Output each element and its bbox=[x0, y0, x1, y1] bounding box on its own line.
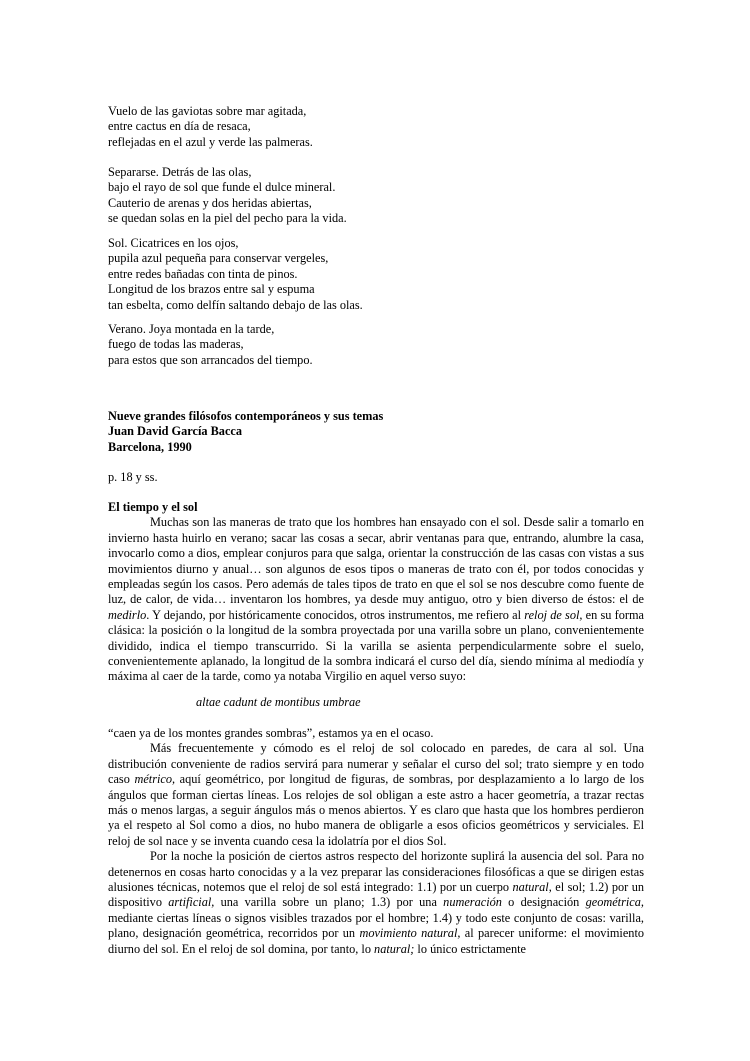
paragraph-3 bbox=[108, 849, 644, 957]
poem-line: Cauterio de arenas y dos heridas abiertas, bbox=[108, 195, 312, 210]
quote-translation: “caen ya de los montes grandes sombras”, estamos ya en el ocaso. bbox=[108, 726, 434, 740]
text-run: una varilla sobre un plano; 1.3) por una bbox=[214, 895, 444, 910]
poem-line: para estos que son arrancados del tiempo. bbox=[108, 352, 313, 367]
page-reference-text: p. 18 y ss. bbox=[108, 470, 158, 484]
section-top bbox=[108, 500, 644, 685]
page-reference bbox=[108, 470, 644, 485]
text-run: aquí geométrico, por longitud de figuras, de sombras, por desplazamiento a lo largo de los ángulos que forman ciertas líneas. Los relojes de sol obligan a este astro a hacer geometría, a trazar rectas más o menos largas, a seguir ángulos más o menos abiertos. Y es claro que hasta que los hombres perdieron ya el respeto al Sol como a dios, no hubo manera de obligarle a esos oficios geométricos y serviciales. El reloj de sol nace y se inventa cuando cesa la idolatría por el dios Sol. bbox=[108, 772, 644, 848]
poem-stanza-2 bbox=[108, 165, 644, 227]
text-run: Más frecuentemente y cómodo es el reloj de sol colocado en paredes, de cara al sol. Una distribución conveniente de radios servirá para numerar y señalar el curso del sol; trato siempre y en todo caso bbox=[108, 741, 644, 787]
italic-run: movimiento natural, bbox=[359, 926, 461, 941]
book-place-year: Barcelona, 1990 bbox=[108, 439, 192, 454]
poem-line: entre cactus en día de resaca, bbox=[108, 119, 251, 134]
book-title: Nueve grandes filósofos contemporáneos y sus temas bbox=[108, 409, 384, 423]
poem-stanza-4 bbox=[108, 322, 644, 368]
italic-run: medirlo bbox=[108, 607, 147, 622]
text-run: Por la noche la posición de ciertos astros respecto del horizonte suplirá la ausencia del sol. Para no detenernos en cosas harto conocidas y a la vez preparar las consideraciones filosóficas a que se dirigen estas alusiones técnicas, notemos que el reloj de sol está integrado: 1.1) por un cuerpo bbox=[108, 849, 644, 895]
poem-line: reflejadas en el azul y verde las palmeras. bbox=[108, 134, 313, 149]
text-run: en su forma clásica: la posición o la longitud de la sombra proyectada por una varilla sobre un plano, convenientemente dividido, indica el tiempo transcurrido. Si la varilla se asienta perpendicularmente sobre el suelo, convenientemente aplanado, la longitud de la sombra indicará el curso del día, siendo mínima al mediodía y máxima al caer de la tarde, como ya notaba Virgilio en aquel verso suyo: bbox=[108, 607, 645, 684]
italic-run: natural; bbox=[374, 941, 415, 956]
paragraph-1 bbox=[108, 515, 644, 684]
poem-line: pupila azul pequeña para conservar vergeles, bbox=[108, 251, 329, 266]
poem-line: Separarse. Detrás de las olas, bbox=[108, 165, 252, 179]
italic-run: artificial, bbox=[168, 895, 215, 910]
poem-line: se quedan solas en la piel del pecho para la vida. bbox=[108, 211, 347, 226]
latin-quote: altae cadunt de montibus umbrae bbox=[196, 695, 361, 709]
text-run: o designación bbox=[501, 895, 586, 910]
text-run: lo único estrictamente bbox=[414, 941, 527, 956]
source-citation bbox=[108, 409, 644, 455]
poem-line: fuego de todas las maderas, bbox=[108, 337, 244, 352]
poem-line: Verano. Joya montada en la tarde, bbox=[108, 322, 275, 336]
italic-run: geométrica, bbox=[585, 895, 644, 910]
italic-run: numeración bbox=[443, 895, 502, 910]
text-run: Muchas son las maneras de trato que los hombres han ensayado con el sol. Desde salir a tomarlo en invierno hasta huirlo en verano; sacar las cosas a secar, abrir ventanas para que, entrando, alumbre la casa, invocarlo como a dios, emplear conjuros para que salga, orientar la construcción de las casas con vistas a sus movimientos diurno y anual… son algunos de esos tipos o maneras de trato con él, por todos conocidas y empleadas según los casos. Pero además de tales tipos de trato en que el sol se nos descubre como fuente de luz, de calor, de vida… inventaron los hombres, ya desde muy antiguo, otro y bien diverso de éstos: el de bbox=[108, 515, 644, 607]
poem-stanza-3 bbox=[108, 236, 644, 313]
poem-line: bajo el rayo de sol que funde el dulce mineral. bbox=[108, 180, 336, 195]
italic-run: natural bbox=[512, 880, 549, 895]
text-run: . Y dejando, por históricamente conocidos, otros instrumentos, me refiero al bbox=[146, 607, 525, 622]
poem-stanza-1 bbox=[108, 104, 644, 150]
poem-line: entre redes bañadas con tinta de pinos. bbox=[108, 266, 298, 281]
italic-run: métrico, bbox=[134, 772, 176, 787]
poem-line: Vuelo de las gaviotas sobre mar agitada, bbox=[108, 104, 307, 118]
italic-run: reloj de sol, bbox=[524, 607, 583, 622]
poem-line: Sol. Cicatrices en los ojos, bbox=[108, 236, 239, 250]
book-author: Juan David García Bacca bbox=[108, 424, 243, 439]
paragraph-2 bbox=[108, 741, 644, 849]
text-run: al parecer uniforme: el movimiento diurno del sol. En el reloj de sol domina, por tanto, lo bbox=[108, 926, 645, 956]
section-heading: El tiempo y el sol bbox=[108, 500, 198, 514]
poem-line: tan esbelta, como delfín saltando debajo de las olas. bbox=[108, 297, 363, 312]
text-run: , el sol; 1.2) por un dispositivo bbox=[108, 880, 644, 910]
poem bbox=[108, 104, 644, 150]
poem-line: Longitud de los brazos entre sal y espuma bbox=[108, 282, 315, 297]
text-run: mediante ciertas líneas o signos visibles trazados por el hombre; 1.4) y todo este conjunto de cosas: varilla, plano, designación geométrica, recorridos por un bbox=[108, 910, 644, 941]
section-bottom bbox=[108, 726, 644, 957]
